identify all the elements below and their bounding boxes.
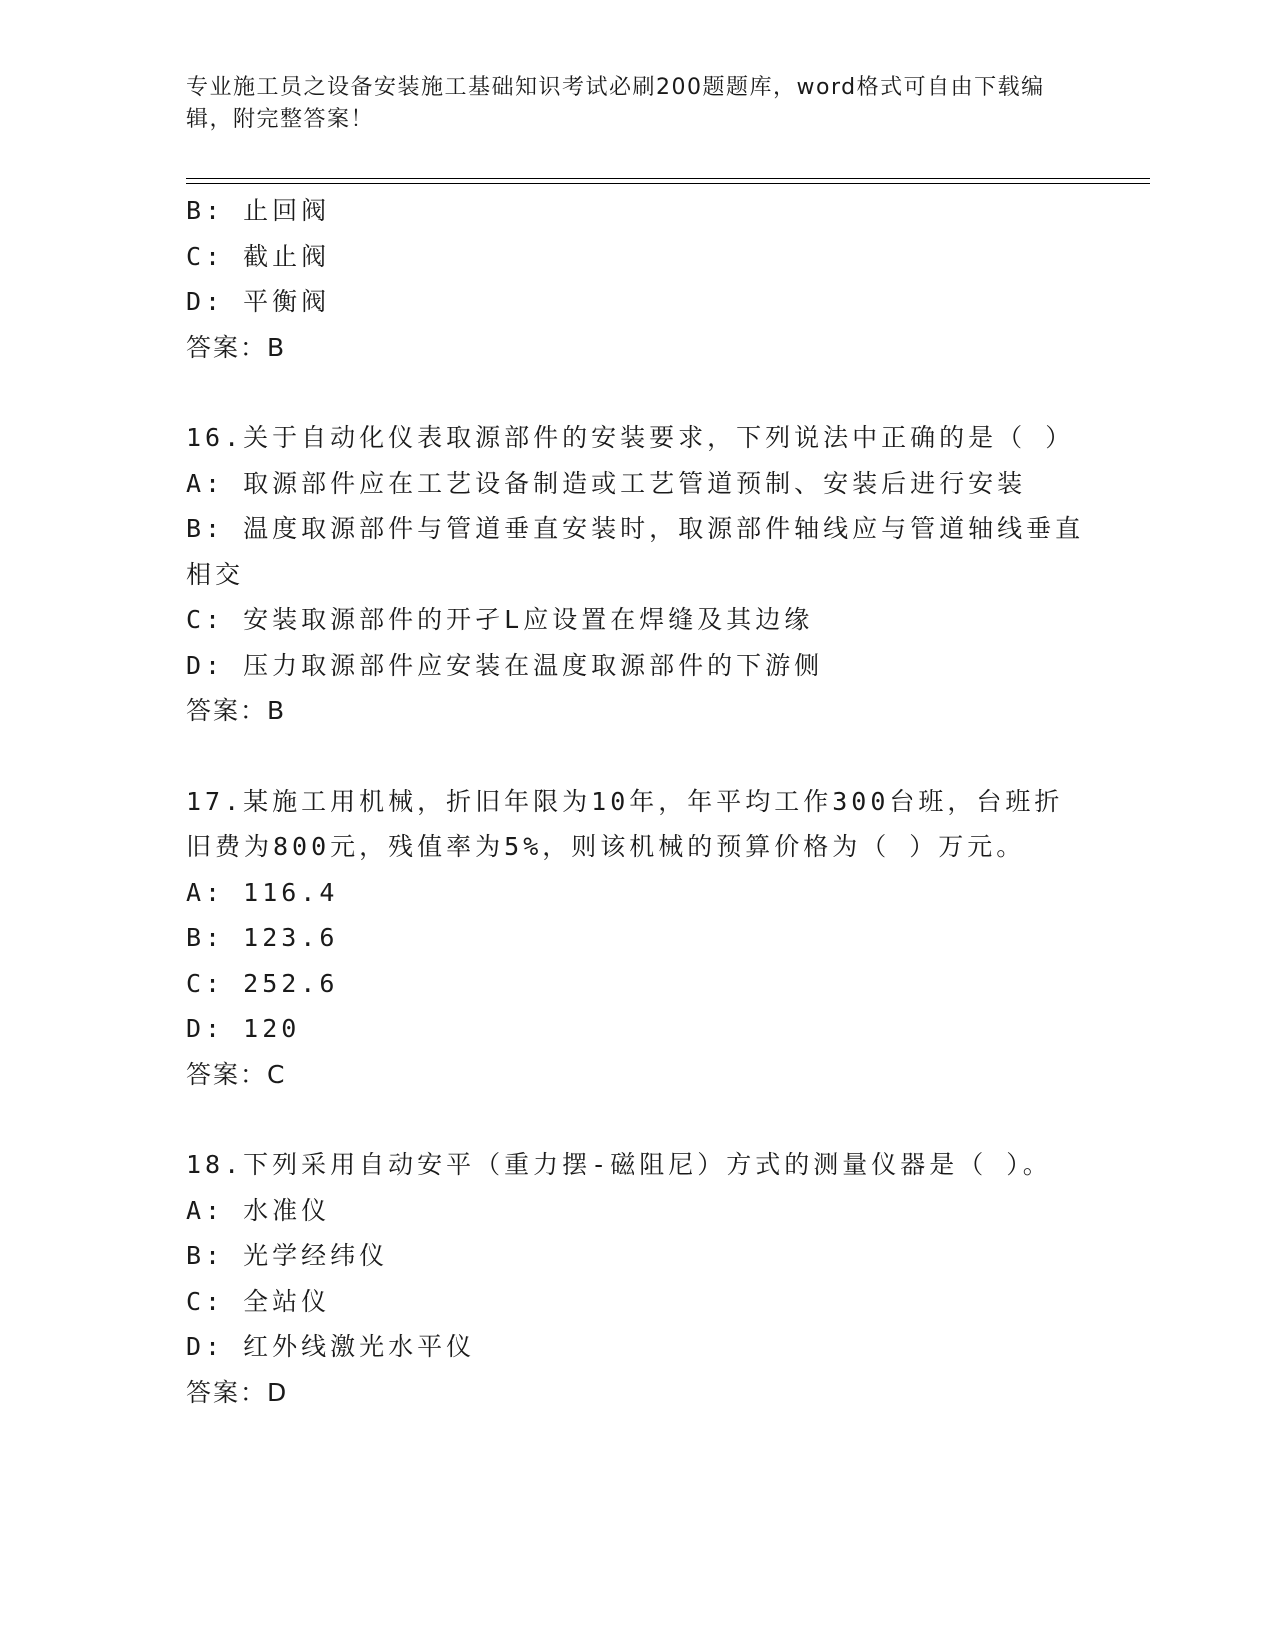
document-header: 专业施工员之设备安装施工基础知识考试必刷200题题库，word格式可自由下载编辑，附完整答案！: [186, 75, 1045, 132]
question-16: [186, 415, 1086, 734]
option-d: D: 平衡阀: [186, 287, 331, 316]
option-a: A: 取源部件应在工艺设备制造或工艺管道预制、安装后进行安装: [186, 468, 1027, 498]
answer: 答案：D: [186, 1377, 289, 1407]
option-b: B: 温度取源部件与管道垂直安装时，取源部件轴线应与管道轴线垂直相交: [186, 514, 1085, 589]
option-b: B: 123.6: [186, 923, 339, 952]
option-b: B: 光学经纬仪: [186, 1241, 389, 1270]
option-d: D: 红外线激光水平仪: [186, 1332, 476, 1361]
option-b: B: 止回阀: [186, 196, 331, 225]
answer: 答案：B: [186, 696, 287, 725]
option-c: C: 截止阀: [186, 241, 331, 271]
answer: 答案：C: [186, 1059, 287, 1089]
option-c: C: 252.6: [186, 968, 339, 998]
option-a: A: 116.4: [186, 877, 339, 907]
option-c: C: 安装取源部件的开孑L应设置在焊缝及其边缘: [186, 605, 814, 634]
question-text: 17.某施工用机械，折旧年限为10年，年平均工作300台班，台班折旧费为800元，残值率为5%，则该机械的预算价格为（ ）万元。: [186, 786, 1064, 861]
document-body: [186, 188, 1086, 1415]
question-text: 16.关于自动化仪表取源部件的安装要求，下列说法中正确的是（ ）: [186, 423, 1075, 452]
header-rule-bottom: [186, 183, 1150, 184]
question-17: [186, 779, 1086, 1098]
question-text: 18.下列采用自动安平（重力摆-磁阻尼）方式的测量仪器是（ ）。: [186, 1150, 1052, 1179]
option-a: A: 水准仪: [186, 1195, 331, 1225]
option-d: D: 压力取源部件应安装在温度取源部件的下游侧: [186, 650, 824, 680]
option-c: C: 全站仪: [186, 1286, 331, 1316]
option-d: D: 120: [186, 1014, 301, 1043]
question-18: [186, 1142, 1086, 1415]
question-15-continuation: [186, 188, 1086, 370]
header-rule-top: [186, 178, 1150, 179]
answer: 答案：B: [186, 332, 287, 362]
